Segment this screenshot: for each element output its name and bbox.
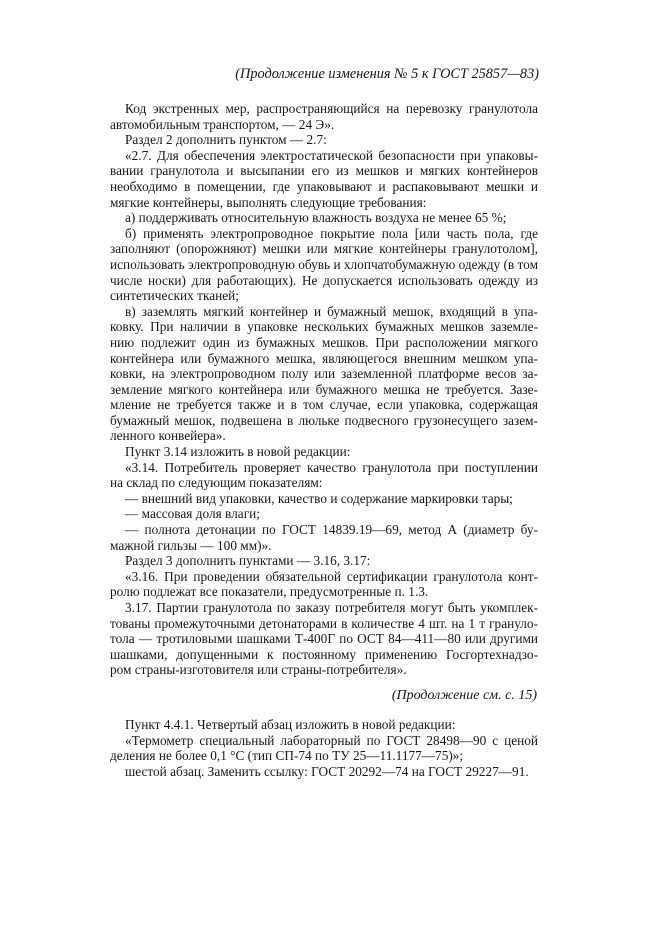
text-line: ролю подлежат все показатели, предусмотренные п. 1.3. — [110, 584, 429, 600]
text-line: нию подлежит один из бумажных мешков. При расположении мягкого — [110, 334, 538, 350]
text-line: — полнота детонации по ГОСТ 14839.19—69, метод А (диаметр бу- — [125, 522, 538, 538]
text-line: Пункт 3.14 изложить в новой редакции: — [125, 444, 351, 460]
text-line: необходимо в помещении, где упаковывают и распаковывают мешки и — [110, 178, 538, 194]
text-line: «2.7. Для обеспечения электростатической безопасности при упаковы- — [125, 147, 538, 163]
text-line: Раздел 2 дополнить пунктом — 2.7: — [125, 132, 327, 148]
text-line: мягкие контейнеры, выполнять следующие требования: — [110, 194, 427, 210]
text-line: деления не более 0,1 °С (тип СП-74 по ТУ 25—11.1177—75)»; — [110, 748, 464, 764]
text-line: — массовая доля влаги; — [125, 506, 260, 522]
text-line: тола — тротиловыми шашками Т-400Г по ОСТ 84—411—80 или другими — [110, 631, 538, 647]
continuation-note: (Продолжение см. с. 15) — [391, 688, 537, 703]
text-line: а) поддерживать относительную влажность воздуха не менее 65 %; — [125, 210, 507, 226]
text-line: ром страны-изготовителя или страны-потребителя». — [110, 662, 407, 678]
text-line: ковки, на электропроводном полу или заземленной платформе весов за- — [110, 366, 538, 382]
text-line: в) заземлять мягкий контейнер и бумажный мешок, входящий в упа- — [125, 303, 538, 319]
text-line: «3.14. Потребитель проверяет качество гранулотола при поступлении — [125, 459, 538, 475]
text-line: «Термометр специальный лабораторный по ГОСТ 28498—90 с ценой — [125, 732, 538, 748]
text-line: использовать электропроводную обувь и хлопчатобумажную одежду (в том — [110, 256, 538, 272]
text-line: бумажный мешок, подвешена в люльке подвесного грузонесущего зазем- — [110, 412, 538, 428]
text-line: б) применять электропроводное покрытие пола [или часть пола, где — [125, 225, 538, 241]
text-line: мажной гильзы — 100 мм)». — [110, 537, 272, 553]
text-line: синтетических тканей; — [110, 288, 239, 304]
text-line: числе носки) для работающих). Не допускается использовать одежду из — [110, 272, 538, 288]
amendment-tail — [110, 717, 538, 779]
text-line: земление мягкого контейнера или бумажного мешка не требуется. Зазе- — [110, 381, 538, 397]
text-line: тованы промежуточными детонаторами в количестве 4 шт. на 1 т грануло- — [110, 615, 538, 631]
text-line: мление не требуется также и в том случае, если упаковка, содержащая — [110, 397, 538, 413]
text-line: автомобильным транспортом, — 24 Э». — [110, 116, 335, 132]
amendment-body — [110, 101, 538, 678]
text-line: на склад по следующим показателям: — [110, 475, 323, 491]
text-line: шашками, допущенными к постоянному применению Госгортехнадзо- — [110, 646, 538, 662]
text-line: Раздел 3 дополнить пунктами — 3.16, 3.17: — [125, 553, 371, 569]
text-line: 3.17. Партии гранулотола по заказу потребителя могут быть укомплек- — [125, 600, 538, 615]
text-line: Пункт 4.4.1. Четвертый абзац изложить в новой редакции: — [125, 717, 456, 732]
text-line: «3.16. При проведении обязательной сертификации гранулотола конт- — [125, 568, 538, 584]
text-line: — внешний вид упаковки, качество и содержание маркировки тары; — [125, 490, 513, 506]
text-line: вании гранулотола и высыпании его из мешков и мягких контейнеров — [110, 163, 538, 179]
text-line: контейнера или бумажного мешка, являющегося внешним мешком упа- — [110, 350, 538, 366]
text-line: Код экстренных мер, распространяющийся на перевозку гранулотола — [125, 101, 538, 116]
text-line: шестой абзац. Заменить ссылку: ГОСТ 20292—74 на ГОСТ 29227—91. — [125, 763, 529, 779]
text-line: ковку. При наличии в упаковке нескольких бумажных мешков заземле- — [110, 319, 538, 335]
text-line: ленного конвейера». — [110, 428, 226, 444]
running-header: (Продолжение изменения № 5 к ГОСТ 25857—83) — [235, 66, 539, 82]
text-line: заполняют (опорожняют) мешки или мягкие контейнеры гранулотолом], — [110, 241, 538, 257]
